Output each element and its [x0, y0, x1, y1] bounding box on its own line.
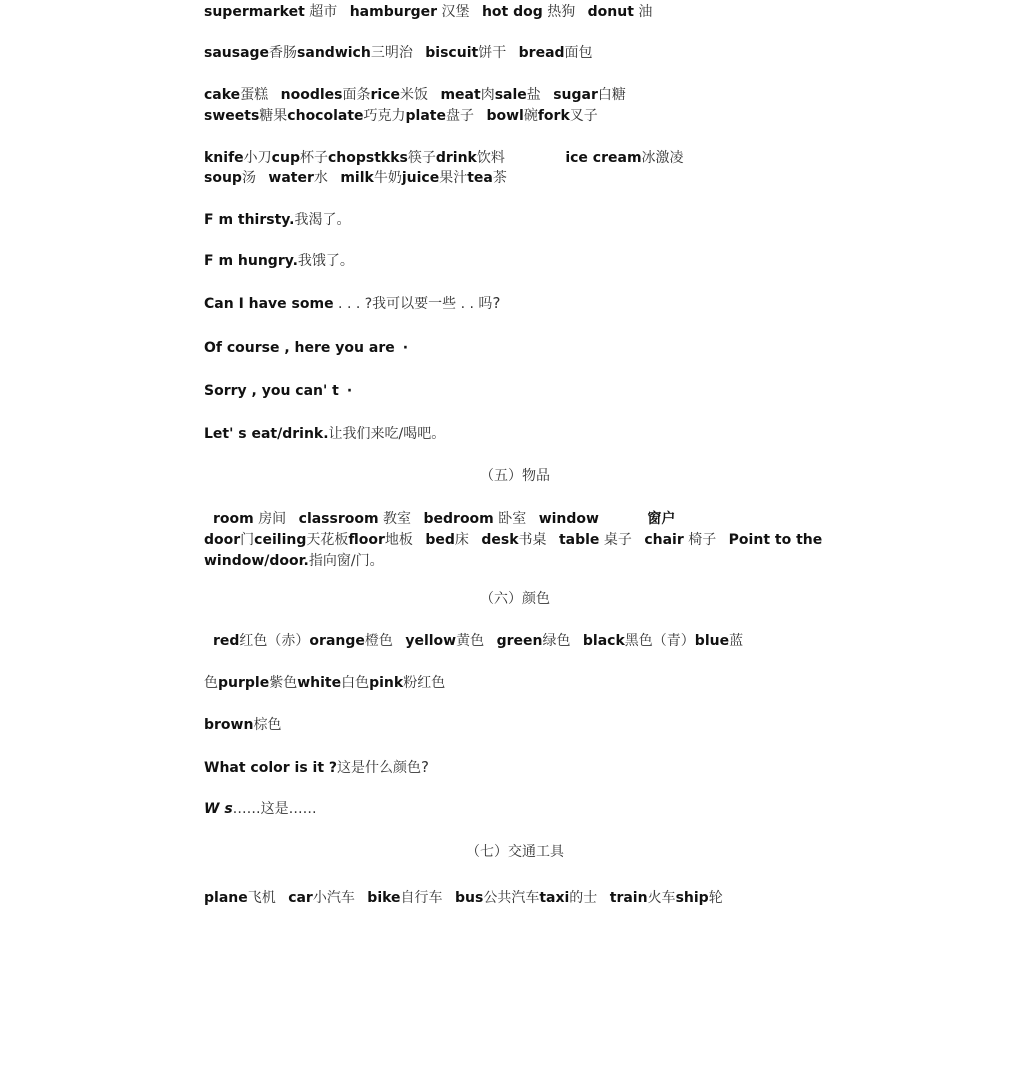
word-en: hamburger	[349, 4, 438, 20]
word-cn: 绿色	[542, 633, 571, 649]
items-row-2	[204, 531, 822, 549]
word-cn: 火车	[647, 890, 676, 906]
word-cn: 热狗	[547, 4, 576, 20]
word-en: rice	[370, 87, 400, 103]
word-cn: 筷子	[407, 150, 436, 166]
word-en: biscuit	[425, 45, 479, 61]
phrase-en: Sorry , you can' t	[204, 383, 339, 399]
word-en: white	[297, 675, 342, 691]
phrase-cn: ……这是……	[232, 801, 317, 817]
word-en: window/door.	[204, 553, 309, 569]
word-en: sandwich	[297, 45, 371, 61]
transport-row-1	[204, 889, 723, 907]
word-cn: 卧室	[498, 511, 527, 527]
phrase-en: Let' s eat/drink.	[204, 426, 329, 442]
word-cn: 汤	[241, 170, 256, 186]
word-cn: 果汁	[439, 170, 468, 186]
word-cn: 床	[454, 532, 469, 548]
phrase-cn: . . . ?我可以要一些 . . 吗	[333, 296, 493, 312]
word-cn: 白色	[341, 675, 370, 691]
word-cn: 地板	[384, 532, 413, 548]
word-en: black	[582, 633, 625, 649]
word-cn: 碗	[523, 108, 538, 124]
word-en: green	[496, 633, 543, 649]
phrase-can-have	[204, 294, 500, 313]
word-en: bowl	[486, 108, 524, 124]
word-en: Point to the	[728, 532, 823, 548]
word-cn: 油	[638, 4, 653, 20]
word-en: bedroom	[423, 511, 494, 527]
word-en: milk	[340, 170, 374, 186]
phrase-en: What color is it ?	[204, 760, 338, 776]
word-en: ceiling	[254, 532, 307, 548]
word-en: purple	[218, 675, 270, 691]
word-cn: 棕色	[253, 717, 282, 733]
word-cn: 茶	[492, 170, 507, 186]
phrase-cn: 我饿了。	[297, 253, 354, 269]
phrase-thirsty	[204, 211, 350, 229]
phrase-lets-eat	[204, 425, 445, 443]
word-cn: 橙色	[364, 633, 393, 649]
items-row-3	[204, 552, 384, 570]
word-en: ship	[675, 890, 709, 906]
colors-answer	[204, 800, 317, 818]
phrase-cn: 让我们来吃/喝吧。	[328, 426, 446, 442]
word-cn: 黑色	[624, 633, 653, 649]
colors-row-1	[204, 632, 743, 650]
word-en: fork	[537, 108, 570, 124]
word-en: plate	[405, 108, 446, 124]
word-cn: 的士	[569, 890, 598, 906]
phrase-en: F m thirsty.	[204, 212, 295, 228]
word-cn: 自行车	[400, 890, 443, 906]
word-en: chopstkks	[327, 150, 408, 166]
word-cn: 汉堡	[441, 4, 470, 20]
phrase-dot: ·	[346, 383, 353, 399]
word-en: train	[609, 890, 648, 906]
word-cn: 饼干	[478, 45, 507, 61]
food-row-1	[204, 3, 652, 21]
word-en: bed	[425, 532, 455, 548]
word-cn: 肉	[480, 87, 495, 103]
word-en: sausage	[204, 45, 270, 61]
word-en: table	[558, 532, 600, 548]
word-en: floor	[348, 532, 385, 548]
word-cn: 糖果	[259, 108, 288, 124]
word-cn: 房间	[258, 511, 287, 527]
items-row-1	[204, 510, 675, 528]
word-en: water	[268, 170, 314, 186]
word-en: room	[213, 511, 254, 527]
phrase-hungry	[204, 252, 354, 270]
word-en: chocolate	[287, 108, 364, 124]
word-en: sale	[494, 87, 527, 103]
food-row-5	[204, 149, 684, 167]
word-cn: 蛋糕	[240, 87, 269, 103]
word-en: bread	[518, 45, 565, 61]
word-cn: 面包	[564, 45, 593, 61]
section-heading-items: （五）物品	[480, 468, 550, 484]
word-en: hot dog	[481, 4, 543, 20]
word-cn: 桌子	[603, 532, 632, 548]
word-en: bike	[367, 890, 401, 906]
word-en: noodles	[280, 87, 343, 103]
word-cn: 粉红色	[403, 675, 446, 691]
word-cn: 冰激凌	[641, 150, 684, 166]
question-mark: ?	[492, 294, 501, 312]
word-cn: 叉子	[569, 108, 598, 124]
food-row-6	[204, 169, 507, 187]
phrase-dot: ·	[402, 340, 409, 356]
word-en: window	[538, 511, 599, 527]
word-cn: 牛奶	[373, 170, 402, 186]
word-en: red	[213, 633, 240, 649]
word-en: taxi	[539, 890, 570, 906]
section-heading-transport: （七）交通工具	[466, 844, 564, 860]
word-en: cup	[271, 150, 300, 166]
word-en: juice	[401, 170, 440, 186]
word-cn: 杯子	[299, 150, 328, 166]
word-cn: 轮	[708, 890, 723, 906]
phrase-en: Of course , here you are	[204, 340, 395, 356]
word-cn: 黄色	[456, 633, 485, 649]
word-en: yellow	[405, 633, 457, 649]
word-en: blue	[694, 633, 730, 649]
word-en: tea	[467, 170, 493, 186]
word-en: door	[204, 532, 241, 548]
word-cn: 蓝	[729, 633, 744, 649]
word-cn: 水	[313, 170, 328, 186]
word-cn: 书桌	[518, 532, 547, 548]
phrase-cn: 这是什么颜色	[337, 760, 422, 776]
word-cn: 盘子	[446, 108, 474, 124]
word-en: desk	[481, 532, 519, 548]
word-cn: 饮料	[476, 150, 505, 166]
phrase-cn: 我渴了。	[294, 212, 351, 228]
colors-row-2	[204, 674, 445, 692]
word-en: knife	[204, 150, 244, 166]
word-en: ice cream	[565, 150, 642, 166]
word-en: donut	[587, 4, 634, 20]
colors-question	[204, 758, 429, 777]
word-en: car	[288, 890, 313, 906]
word-cn: 超市	[309, 4, 338, 20]
word-cn: 小刀	[243, 150, 272, 166]
word-cn: 公共汽车	[483, 890, 540, 906]
word-cn: 飞机	[247, 890, 276, 906]
colors-row-3	[204, 716, 281, 734]
word-cn: 椅子	[688, 532, 717, 548]
word-cn: 白糖	[597, 87, 626, 103]
word-en: orange	[309, 633, 365, 649]
word-cn: 紫色	[269, 675, 298, 691]
word-en: meat	[440, 87, 481, 103]
word-cn: （青）	[652, 633, 695, 649]
word-cn: 盐	[526, 87, 541, 103]
word-en: sugar	[553, 87, 598, 103]
word-en: cake	[204, 87, 241, 103]
word-en: soup	[204, 170, 242, 186]
word-cn: 面条	[342, 87, 371, 103]
word-en: sweets	[204, 108, 260, 124]
word-en: classroom	[298, 511, 379, 527]
word-cn: 米饭	[400, 87, 428, 103]
word-en: pink	[369, 675, 404, 691]
word-en: drink	[435, 150, 477, 166]
phrase-of-course	[204, 339, 408, 357]
word-cn: 教室	[383, 511, 412, 527]
word-cn: 色	[204, 675, 218, 691]
food-row-2	[204, 44, 593, 62]
food-row-4	[204, 107, 598, 125]
word-cn: 指向窗/门。	[308, 553, 384, 569]
word-en: brown	[204, 717, 254, 733]
word-en: bus	[455, 890, 484, 906]
section-heading-colors: （六）颜色	[480, 591, 550, 607]
question-mark: ?	[421, 758, 429, 776]
phrase-sorry	[204, 382, 352, 400]
word-cn: 窗户	[647, 511, 676, 527]
word-en: plane	[204, 890, 248, 906]
word-cn: 天花板	[306, 532, 349, 548]
word-en: supermarket	[204, 4, 305, 20]
word-cn: 巧克力	[363, 108, 406, 124]
word-en: chair	[644, 532, 684, 548]
word-cn: 小汽车	[312, 890, 355, 906]
phrase-en: F m hungry.	[204, 253, 298, 269]
word-cn: 三明治	[370, 45, 413, 61]
word-cn: 门	[240, 532, 255, 548]
phrase-en: W s	[204, 801, 233, 817]
food-row-3	[204, 86, 626, 104]
word-cn: 红色（赤）	[239, 633, 310, 649]
phrase-en: Can I have some	[204, 296, 334, 312]
word-cn: 香肠	[269, 45, 298, 61]
